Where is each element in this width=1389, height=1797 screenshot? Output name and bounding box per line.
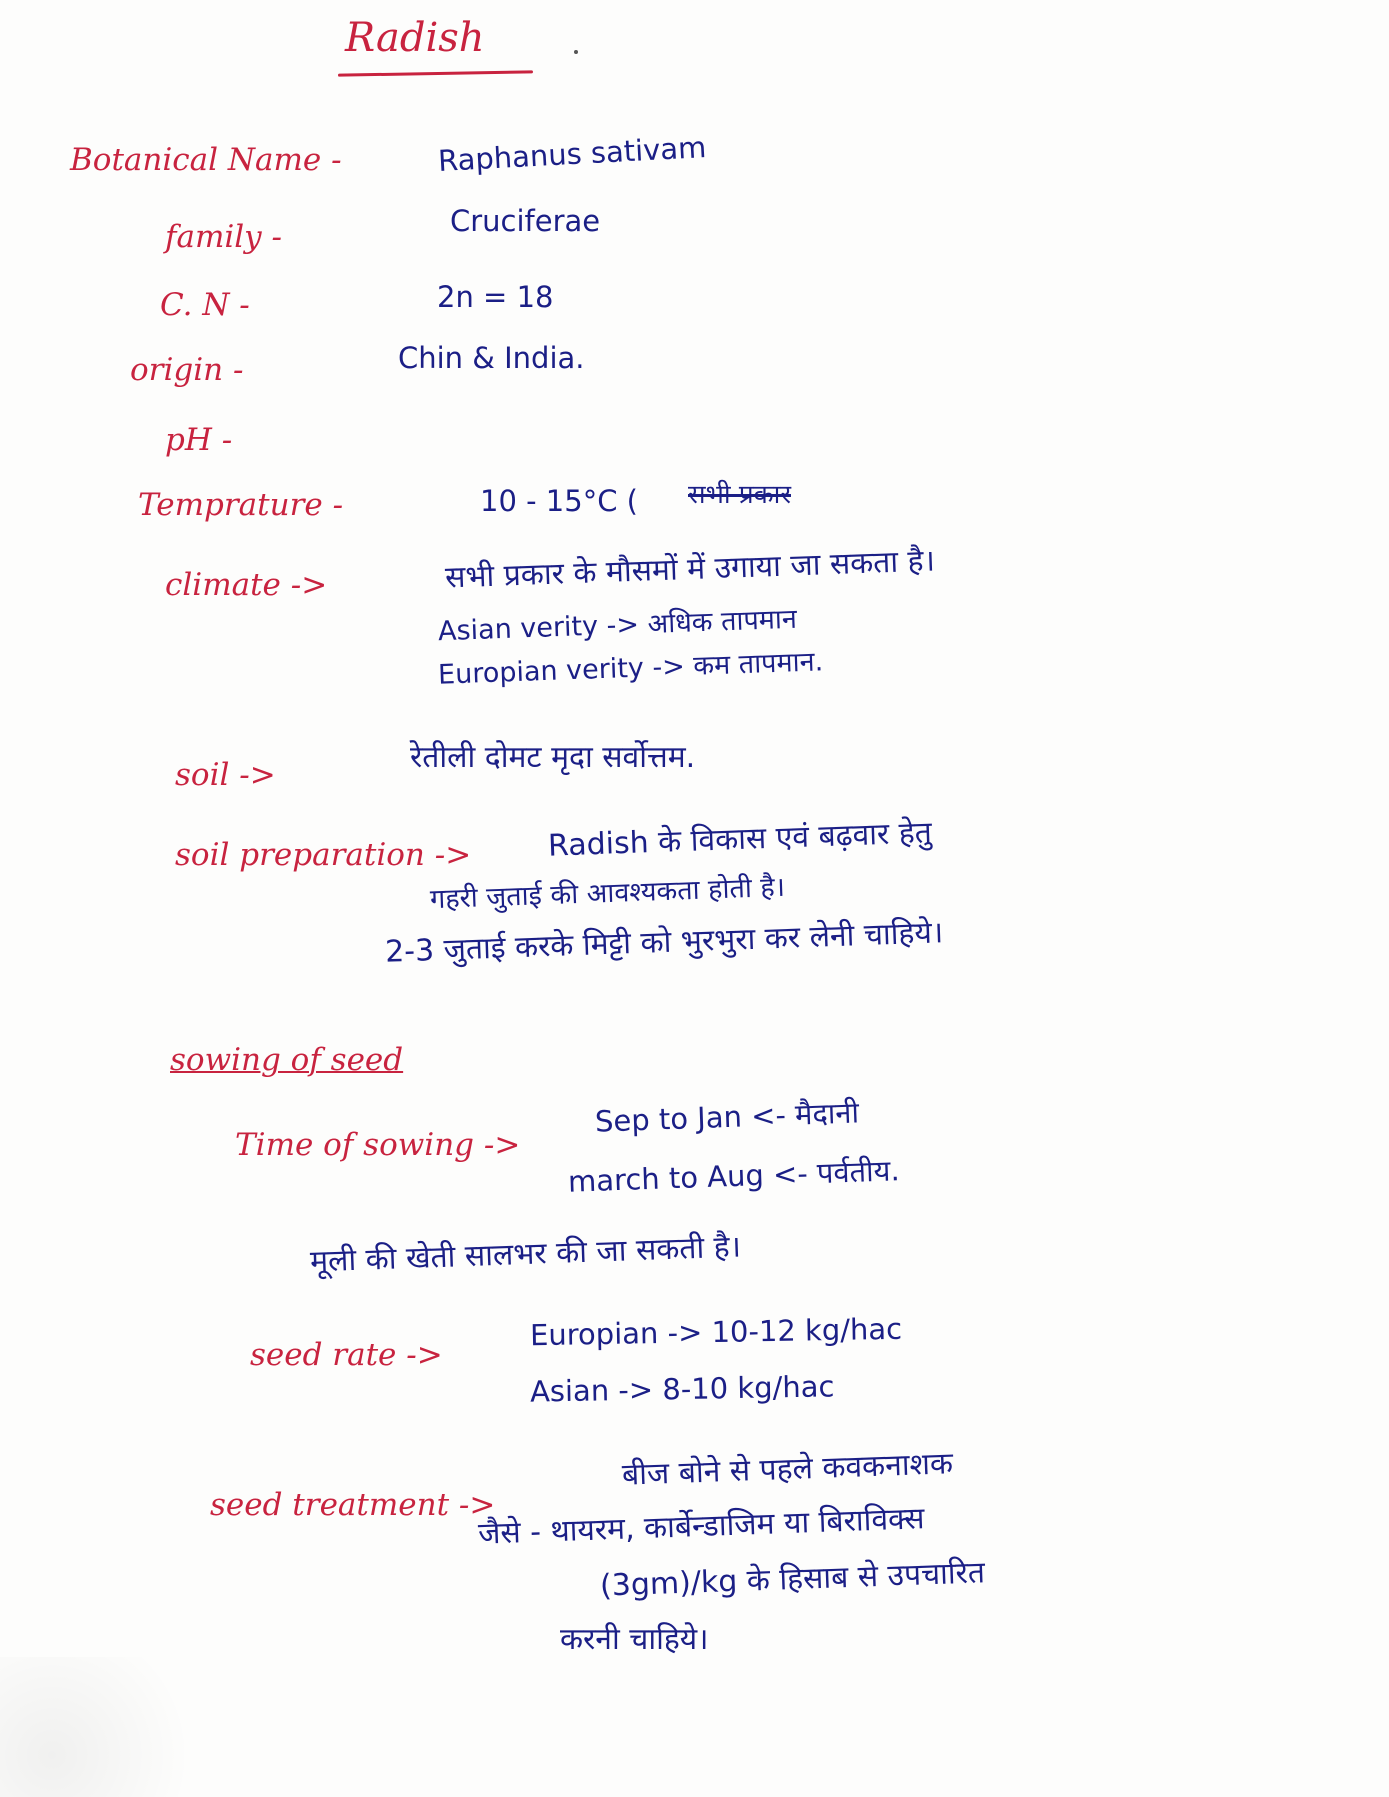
seed-treatment-label: seed treatment -> [210, 1487, 496, 1523]
page-title: Radish [345, 15, 485, 61]
temperature-value: 10 - 15°C ( [480, 484, 638, 518]
time-of-sowing-label: Time of sowing -> [235, 1127, 521, 1163]
time-of-sowing-line-1: Sep to Jan <- मैदानी [594, 1095, 860, 1139]
soil-preparation-line-2: गहरी जुताई की आवश्यकता होती है। [429, 871, 786, 916]
soil-preparation-line-3: 2-3 जुताई करके मिट्टी को भुरभुरा कर लेनी चाहिये। [384, 915, 944, 970]
seed-rate-line-2: Asian -> 8-10 kg/hac [529, 1369, 835, 1409]
seed-rate-line-1: Europian -> 10-12 kg/hac [529, 1311, 903, 1353]
soil-text: रेतीली दोमट मृदा सर्वोत्तम. [410, 740, 696, 775]
temperature-label: Temprature - [138, 487, 344, 523]
soil-preparation-label: soil preparation -> [175, 837, 472, 873]
seed-treatment-line-1: बीज बोने से पहले कवकनाशक [621, 1446, 954, 1493]
soil-label: soil -> [175, 757, 276, 793]
botanical-name-label: Botanical Name - [70, 142, 342, 178]
seed-treatment-line-4: करनी चाहिये। [560, 1622, 709, 1657]
seed-treatment-line-2: जैसे - थायरम, कार्बेन्डाजिम या बिराविक्स [477, 1501, 926, 1552]
botanical-name-value: Raphanus sativam [437, 129, 708, 179]
family-value: Cruciferae [450, 204, 601, 238]
ph-label: pH - [165, 422, 233, 458]
year-round-note: मूली की खेती सालभर की जा सकती है। [309, 1229, 742, 1280]
climate-line-1: सभी प्रकार के मौसमों में उगाया जा सकता है। [444, 543, 936, 596]
origin-label: origin - [130, 352, 244, 388]
seed-rate-label: seed rate -> [250, 1337, 443, 1373]
climate-line-2: Asian verity -> अधिक तापमान [437, 603, 798, 648]
scan-specks [0, 1657, 260, 1797]
climate-line-3: Europian verity -> कम तापमान. [437, 646, 824, 691]
time-of-sowing-line-2: march to Aug <- पर्वतीय. [567, 1153, 901, 1199]
seed-treatment-line-3: (3gm)/kg के हिसाब से उपचारित [599, 1555, 986, 1604]
title-underline [338, 70, 533, 76]
family-label: family - [165, 219, 283, 255]
chromosome-number-label: C. N - [160, 287, 250, 323]
sowing-heading: sowing of seed [170, 1042, 404, 1078]
chromosome-number-value: 2n = 18 [437, 280, 554, 314]
climate-label: climate -> [165, 567, 328, 603]
origin-value: Chin & India. [398, 341, 585, 375]
title-dot [574, 50, 578, 54]
soil-preparation-line-1: Radish के विकास एवं बढ़वार हेतु [547, 815, 933, 864]
temperature-struck-text: सभी प्रकार [688, 480, 791, 510]
